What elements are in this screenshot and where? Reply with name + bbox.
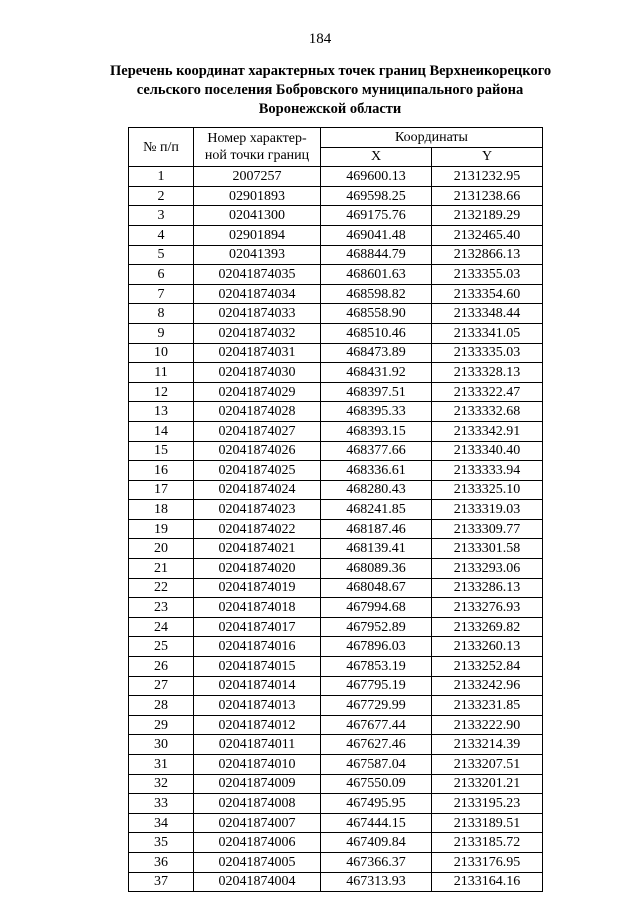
table-row <box>129 813 543 833</box>
table-row <box>129 500 543 520</box>
cell-number: 3 <box>129 206 194 226</box>
table-row <box>129 363 543 383</box>
cell-y: 2133252.84 <box>432 657 543 677</box>
cell-number: 7 <box>129 284 194 304</box>
cell-x: 467994.68 <box>321 598 432 618</box>
cell-y: 2132189.29 <box>432 206 543 226</box>
cell-number: 25 <box>129 637 194 657</box>
cell-number: 24 <box>129 617 194 637</box>
title-line: сельского поселения Бобровского муниципального района <box>136 82 524 98</box>
cell-number: 14 <box>129 421 194 441</box>
column-header-y: Y <box>432 147 543 167</box>
table-row <box>129 519 543 539</box>
cell-x: 468431.92 <box>321 363 432 383</box>
cell-number: 12 <box>129 382 194 402</box>
cell-point-id: 02041874030 <box>194 363 321 383</box>
cell-y: 2133195.23 <box>432 794 543 814</box>
cell-y: 2133333.94 <box>432 461 543 481</box>
cell-x: 467677.44 <box>321 715 432 735</box>
cell-y: 2133342.91 <box>432 421 543 441</box>
table-row <box>129 480 543 500</box>
cell-x: 467444.15 <box>321 813 432 833</box>
cell-x: 467366.37 <box>321 852 432 872</box>
cell-y: 2133214.39 <box>432 735 543 755</box>
table-row <box>129 402 543 422</box>
cell-number: 4 <box>129 225 194 245</box>
cell-point-id: 02041874008 <box>194 794 321 814</box>
table-row <box>129 617 543 637</box>
cell-y: 2133322.47 <box>432 382 543 402</box>
cell-y: 2133335.03 <box>432 343 543 363</box>
cell-x: 467853.19 <box>321 657 432 677</box>
cell-y: 2133319.03 <box>432 500 543 520</box>
cell-x: 469041.48 <box>321 225 432 245</box>
cell-x: 468139.41 <box>321 539 432 559</box>
cell-x: 468048.67 <box>321 578 432 598</box>
table-row <box>129 657 543 677</box>
header-text-line: ной точки границ <box>204 148 310 164</box>
cell-number: 35 <box>129 833 194 853</box>
cell-y: 2133164.16 <box>432 872 543 892</box>
cell-y: 2133242.96 <box>432 676 543 696</box>
cell-x: 468397.51 <box>321 382 432 402</box>
cell-number: 27 <box>129 676 194 696</box>
table-row <box>129 676 543 696</box>
cell-point-id: 02041874010 <box>194 755 321 775</box>
table-row <box>129 441 543 461</box>
table-row <box>129 461 543 481</box>
cell-point-id: 02041874013 <box>194 696 321 716</box>
cell-y: 2131232.95 <box>432 167 543 187</box>
cell-number: 1 <box>129 167 194 187</box>
cell-number: 28 <box>129 696 194 716</box>
cell-y: 2133189.51 <box>432 813 543 833</box>
cell-point-id: 02901893 <box>194 186 321 206</box>
cell-x: 468089.36 <box>321 559 432 579</box>
cell-point-id: 02041874009 <box>194 774 321 794</box>
cell-number: 26 <box>129 657 194 677</box>
cell-number: 19 <box>129 519 194 539</box>
cell-x: 467409.84 <box>321 833 432 853</box>
cell-point-id: 02041874031 <box>194 343 321 363</box>
cell-y: 2133328.13 <box>432 363 543 383</box>
cell-point-id: 02041874015 <box>194 657 321 677</box>
cell-x: 468844.79 <box>321 245 432 265</box>
cell-point-id: 02041874020 <box>194 559 321 579</box>
table-body <box>129 167 543 892</box>
cell-x: 468558.90 <box>321 304 432 324</box>
cell-point-id: 02041874032 <box>194 323 321 343</box>
cell-y: 2133207.51 <box>432 755 543 775</box>
cell-number: 15 <box>129 441 194 461</box>
cell-number: 31 <box>129 755 194 775</box>
cell-point-id: 02041874029 <box>194 382 321 402</box>
cell-y: 2133355.03 <box>432 265 543 285</box>
table-row <box>129 284 543 304</box>
cell-y: 2133301.58 <box>432 539 543 559</box>
cell-y: 2132465.40 <box>432 225 543 245</box>
column-header-point-id <box>194 128 321 167</box>
cell-y: 2133231.85 <box>432 696 543 716</box>
table-row <box>129 637 543 657</box>
cell-number: 33 <box>129 794 194 814</box>
cell-point-id: 02041874017 <box>194 617 321 637</box>
cell-number: 36 <box>129 852 194 872</box>
cell-point-id: 02041874014 <box>194 676 321 696</box>
cell-point-id: 02041874025 <box>194 461 321 481</box>
cell-x: 467729.99 <box>321 696 432 716</box>
cell-number: 30 <box>129 735 194 755</box>
cell-number: 29 <box>129 715 194 735</box>
column-header-x: X <box>321 147 432 167</box>
table-row <box>129 735 543 755</box>
cell-y: 2131238.66 <box>432 186 543 206</box>
cell-point-id: 02041874007 <box>194 813 321 833</box>
cell-x: 469600.13 <box>321 167 432 187</box>
cell-number: 8 <box>129 304 194 324</box>
cell-y: 2133276.93 <box>432 598 543 618</box>
cell-x: 468393.15 <box>321 421 432 441</box>
table-row <box>129 206 543 226</box>
cell-number: 23 <box>129 598 194 618</box>
cell-point-id: 02041874026 <box>194 441 321 461</box>
table-row <box>129 245 543 265</box>
table-row <box>129 559 543 579</box>
cell-x: 468280.43 <box>321 480 432 500</box>
cell-point-id: 02041874006 <box>194 833 321 853</box>
cell-x: 467795.19 <box>321 676 432 696</box>
table-row <box>129 382 543 402</box>
cell-point-id: 02041874005 <box>194 852 321 872</box>
cell-x: 468601.63 <box>321 265 432 285</box>
page-number: 184 <box>308 31 332 47</box>
cell-y: 2133185.72 <box>432 833 543 853</box>
table-row <box>129 304 543 324</box>
table-row <box>129 343 543 363</box>
cell-point-id: 02041874035 <box>194 265 321 285</box>
column-header-coordinates: Координаты <box>321 128 543 148</box>
cell-point-id: 02041874012 <box>194 715 321 735</box>
table-row <box>129 696 543 716</box>
table-row <box>129 265 543 285</box>
cell-y: 2133325.10 <box>432 480 543 500</box>
cell-point-id: 02041874018 <box>194 598 321 618</box>
table-row <box>129 167 543 187</box>
cell-point-id: 02041874016 <box>194 637 321 657</box>
cell-x: 468377.66 <box>321 441 432 461</box>
cell-x: 469175.76 <box>321 206 432 226</box>
table-row <box>129 774 543 794</box>
title-line: Перечень координат характерных точек границ Верхнеикорецкого <box>110 63 552 79</box>
cell-y: 2133201.21 <box>432 774 543 794</box>
document-title <box>110 62 550 119</box>
cell-x: 467627.46 <box>321 735 432 755</box>
cell-y: 2133293.06 <box>432 559 543 579</box>
cell-number: 32 <box>129 774 194 794</box>
cell-y: 2133341.05 <box>432 323 543 343</box>
cell-x: 467313.93 <box>321 872 432 892</box>
cell-point-id: 02041874027 <box>194 421 321 441</box>
coordinates-table <box>128 127 543 892</box>
cell-number: 17 <box>129 480 194 500</box>
table-row <box>129 715 543 735</box>
header-text-line: Номер характер- <box>207 131 307 147</box>
cell-x: 468473.89 <box>321 343 432 363</box>
table-row <box>129 852 543 872</box>
table-row <box>129 833 543 853</box>
cell-number: 11 <box>129 363 194 383</box>
cell-x: 468510.46 <box>321 323 432 343</box>
cell-x: 469598.25 <box>321 186 432 206</box>
cell-point-id: 02041874023 <box>194 500 321 520</box>
cell-y: 2133222.90 <box>432 715 543 735</box>
table-row <box>129 539 543 559</box>
table-row <box>129 186 543 206</box>
cell-point-id: 02041874034 <box>194 284 321 304</box>
table-row <box>129 421 543 441</box>
cell-y: 2133260.13 <box>432 637 543 657</box>
cell-x: 468336.61 <box>321 461 432 481</box>
cell-number: 21 <box>129 559 194 579</box>
cell-number: 10 <box>129 343 194 363</box>
cell-y: 2133269.82 <box>432 617 543 637</box>
cell-number: 13 <box>129 402 194 422</box>
cell-y: 2133340.40 <box>432 441 543 461</box>
cell-point-id: 02041874004 <box>194 872 321 892</box>
cell-number: 5 <box>129 245 194 265</box>
cell-number: 20 <box>129 539 194 559</box>
cell-point-id: 02041393 <box>194 245 321 265</box>
cell-point-id: 2007257 <box>194 167 321 187</box>
cell-y: 2133354.60 <box>432 284 543 304</box>
column-header-number: № п/п <box>129 128 194 167</box>
cell-number: 16 <box>129 461 194 481</box>
table-row <box>129 794 543 814</box>
cell-x: 467495.95 <box>321 794 432 814</box>
cell-point-id: 02041874011 <box>194 735 321 755</box>
table-header <box>129 128 543 167</box>
cell-number: 22 <box>129 578 194 598</box>
cell-y: 2133332.68 <box>432 402 543 422</box>
cell-x: 467550.09 <box>321 774 432 794</box>
cell-number: 9 <box>129 323 194 343</box>
cell-y: 2133286.13 <box>432 578 543 598</box>
cell-number: 34 <box>129 813 194 833</box>
cell-number: 2 <box>129 186 194 206</box>
cell-point-id: 02041874033 <box>194 304 321 324</box>
table-row <box>129 598 543 618</box>
cell-x: 467587.04 <box>321 755 432 775</box>
cell-y: 2132866.13 <box>432 245 543 265</box>
cell-point-id: 02041874028 <box>194 402 321 422</box>
cell-x: 468598.82 <box>321 284 432 304</box>
cell-number: 6 <box>129 265 194 285</box>
table-row <box>129 578 543 598</box>
cell-x: 467952.89 <box>321 617 432 637</box>
cell-point-id: 02041874022 <box>194 519 321 539</box>
title-line: Воронежской области <box>258 101 402 117</box>
cell-y: 2133348.44 <box>432 304 543 324</box>
cell-number: 37 <box>129 872 194 892</box>
cell-x: 468187.46 <box>321 519 432 539</box>
cell-point-id: 02901894 <box>194 225 321 245</box>
cell-point-id: 02041874021 <box>194 539 321 559</box>
cell-point-id: 02041874019 <box>194 578 321 598</box>
cell-point-id: 02041300 <box>194 206 321 226</box>
table-row <box>129 872 543 892</box>
cell-x: 467896.03 <box>321 637 432 657</box>
table-row <box>129 225 543 245</box>
cell-y: 2133309.77 <box>432 519 543 539</box>
table-row <box>129 323 543 343</box>
cell-x: 468241.85 <box>321 500 432 520</box>
table-row <box>129 755 543 775</box>
cell-number: 18 <box>129 500 194 520</box>
cell-point-id: 02041874024 <box>194 480 321 500</box>
cell-y: 2133176.95 <box>432 852 543 872</box>
cell-x: 468395.33 <box>321 402 432 422</box>
